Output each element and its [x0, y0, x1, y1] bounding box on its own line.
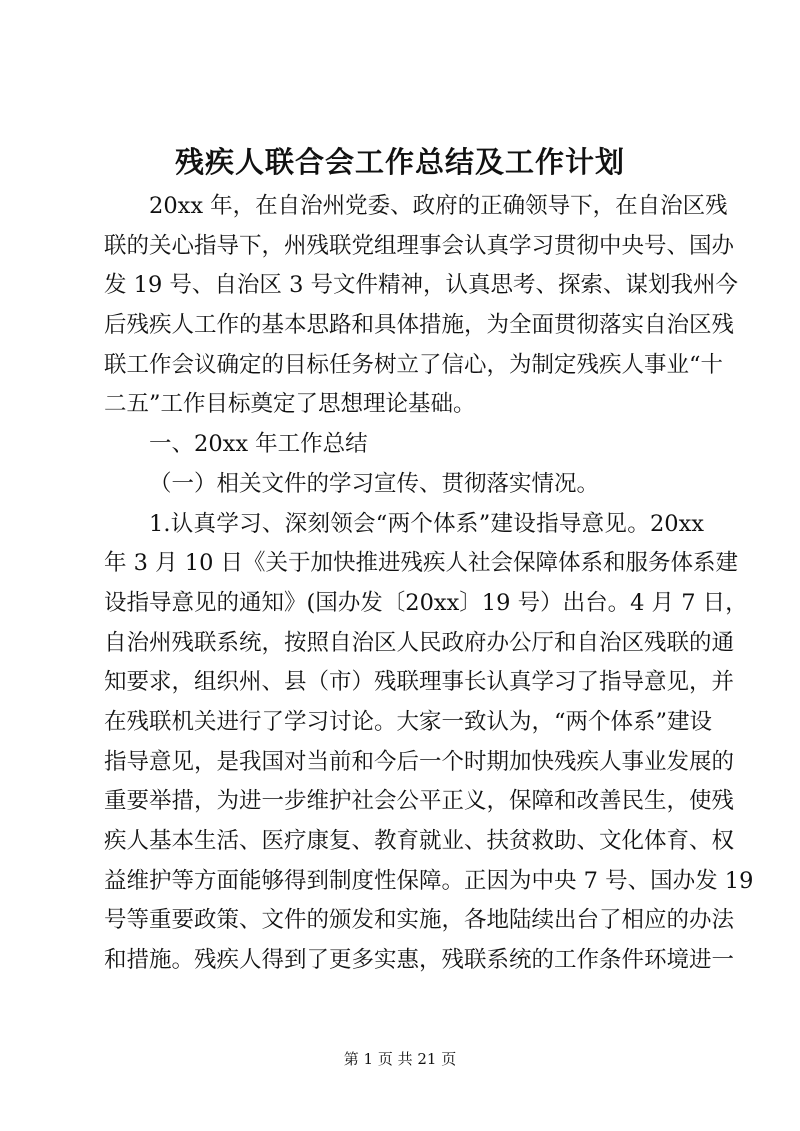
body-line: 疾人基本生活、医疗康复、教育就业、扶贫救助、文化体育、权 — [104, 828, 735, 854]
body-line: 设指导意见的通知》(国办发〔20xx〕19 号）出台。4 月 7 日， — [104, 589, 748, 616]
body-line: 号等重要政策、文件的颁发和实施，各地陆续出台了相应的办法 — [104, 907, 735, 934]
body-line: 和措施。残疾人得到了更多实惠，残联系统的工作条件环境进一 — [104, 947, 735, 974]
body-line: 二五”工作目标奠定了思想理论基础。 — [104, 391, 476, 418]
body-line: 1.认真学习、深刻领会“两个体系”建设指导意见。20xx — [149, 510, 704, 537]
body-line: 年 3 月 10 日《关于加快推进残疾人社会保障体系和服务体系建 — [104, 550, 739, 577]
body-line: 发 19 号、自治区 3 号文件精神，认真思考、探索、谋划我州今 — [104, 272, 739, 299]
document-title: 残疾人联合会工作总结及工作计划 — [174, 145, 625, 179]
body-line: 益维护等方面能够得到制度性保障。正因为中央 7 号、国办发 19 — [104, 867, 754, 894]
page-footer: 第 1 页 共 21 页 — [343, 1050, 457, 1068]
body-line: 重要举措，为进一步维护社会公平正义，保障和改善民生，使残 — [104, 788, 735, 815]
body-line: 联工作会议确定的目标任务树立了信心，为制定残疾人事业“十 — [104, 351, 724, 378]
body-line: 指导意见，是我国对当前和今后一个时期加快残疾人事业发展的 — [104, 748, 735, 775]
document-body — [104, 187, 754, 981]
body-line: 联的关心指导下，州残联党组理事会认真学习贯彻中央号、国办 — [104, 232, 735, 259]
body-line: 知要求，组织州、县（市）残联理事长认真学习了指导意见，并 — [104, 669, 735, 696]
body-line: 在残联机关进行了学习讨论。大家一致认为，“两个体系”建设 — [104, 708, 713, 735]
body-line: 自治州残联系统，按照自治区人民政府办公厅和自治区残联的通 — [104, 629, 735, 656]
body-line: 一、20xx 年工作总结 — [149, 431, 368, 458]
body-line: 20xx 年，在自治州党委、政府的正确领导下，在自治区残 — [149, 193, 728, 219]
body-line: （一）相关文件的学习宣传、贯彻落实情况。 — [149, 470, 600, 497]
body-line: 后残疾人工作的基本思路和具体措施，为全面贯彻落实自治区残 — [104, 312, 735, 339]
